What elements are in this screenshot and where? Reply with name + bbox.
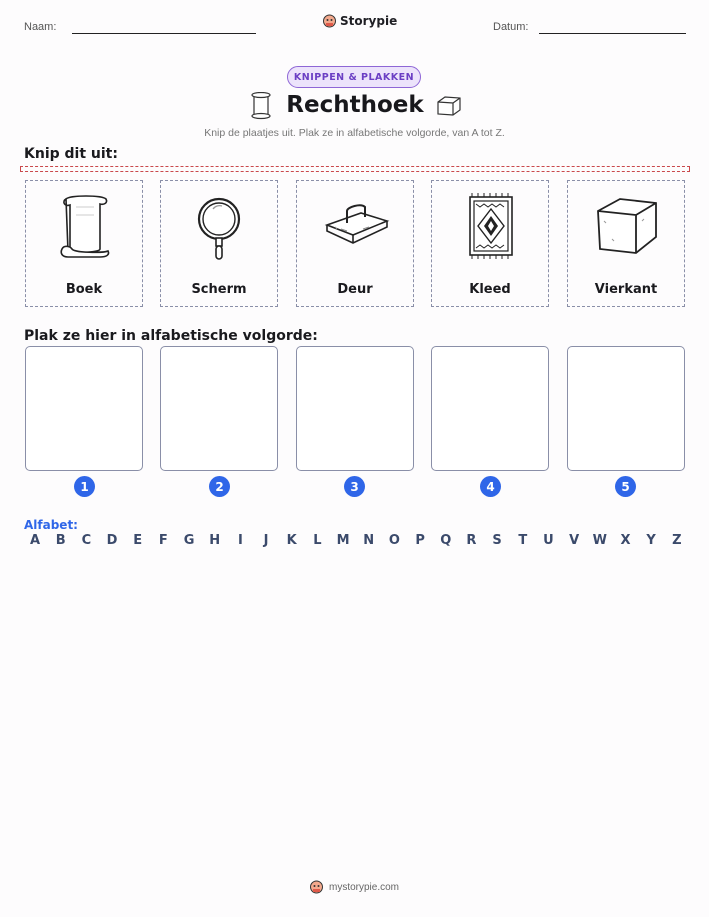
alphabet-letter: X: [620, 533, 631, 548]
alphabet-letter: I: [237, 533, 243, 548]
cut-line: [20, 166, 690, 172]
alphabet-letter: M: [336, 533, 350, 548]
date-field-line[interactable]: [539, 33, 686, 34]
paste-slot-1[interactable]: [25, 346, 143, 471]
alphabet-letter: Y: [646, 533, 656, 548]
alphabet-letter: B: [55, 533, 66, 548]
cut-card-scherm[interactable]: [160, 180, 278, 307]
alphabet-letter: F: [158, 533, 168, 548]
cut-card-deur[interactable]: [296, 180, 414, 307]
alphabet-letter: U: [543, 533, 554, 548]
card-label: Scherm: [191, 282, 247, 297]
name-label: Naam:: [24, 21, 57, 33]
alphabet-letter: R: [466, 533, 477, 548]
slot-number-3: 3: [344, 476, 365, 497]
rug-icon: [456, 191, 526, 261]
trowel-icon: [321, 191, 391, 261]
cube-title-icon: [435, 94, 463, 118]
cut-card-vierkant[interactable]: [567, 180, 685, 307]
paste-slot-4[interactable]: [431, 346, 549, 471]
footer: [0, 880, 709, 894]
instructions: Knip de plaatjes uit. Plak ze in alfabetische volgorde, van A tot Z.: [204, 127, 505, 139]
footer-site[interactable]: mystorypie.com: [328, 881, 399, 893]
alphabet-letter: N: [363, 533, 375, 548]
alphabet-letter: P: [415, 533, 425, 548]
card-label: Deur: [337, 282, 373, 297]
alphabet-row: [26, 533, 686, 548]
alphabet-letter: K: [286, 533, 297, 548]
brand-logo-group: [323, 14, 397, 28]
name-field-line[interactable]: [72, 33, 256, 34]
cut-card-kleed[interactable]: [431, 180, 549, 307]
cube-icon: [592, 191, 662, 261]
paste-slot-2[interactable]: [160, 346, 278, 471]
alphabet-letter: L: [313, 533, 322, 548]
scroll-icon: [50, 191, 120, 261]
page-title: Rechthoek: [286, 92, 424, 118]
slot-number-5: 5: [615, 476, 636, 497]
slot-number-1: 1: [74, 476, 95, 497]
card-label: Vierkant: [594, 282, 658, 297]
card-label: Boek: [65, 282, 103, 297]
paste-slot-3[interactable]: [296, 346, 414, 471]
cut-card-boek[interactable]: [25, 180, 143, 307]
alphabet-letter: V: [569, 533, 580, 548]
alphabet-heading: Alfabet:: [24, 518, 78, 532]
cut-heading: Knip dit uit:: [24, 146, 118, 162]
brand-name: Storypie: [340, 14, 398, 28]
card-label: Kleed: [469, 282, 511, 297]
paste-slot-5[interactable]: [567, 346, 685, 471]
alphabet-letter: A: [29, 533, 41, 548]
slot-number-4: 4: [480, 476, 501, 497]
alphabet-letter: J: [263, 533, 269, 548]
paste-heading: Plak ze hier in alfabetische volgorde:: [24, 328, 318, 344]
alphabet-letter: T: [518, 533, 528, 548]
alphabet-letter: H: [209, 533, 221, 548]
storypie-logo-icon: [310, 880, 323, 894]
alphabet-letter: D: [106, 533, 118, 548]
alphabet-letter: G: [183, 533, 195, 548]
alphabet-letter: Q: [440, 533, 452, 548]
storypie-logo-icon: [323, 14, 336, 28]
alphabet-letter: E: [133, 533, 143, 548]
activity-badge: KNIPPEN & PLAKKEN: [287, 66, 421, 88]
alphabet-letter: C: [81, 533, 92, 548]
alphabet-letter: O: [388, 533, 400, 548]
magnifying-glass-icon: [185, 191, 255, 261]
alphabet-letter: Z: [672, 533, 682, 548]
alphabet-letter: W: [592, 533, 607, 548]
slot-number-2: 2: [209, 476, 230, 497]
alphabet-letter: S: [492, 533, 502, 548]
date-label: Datum:: [493, 21, 529, 33]
